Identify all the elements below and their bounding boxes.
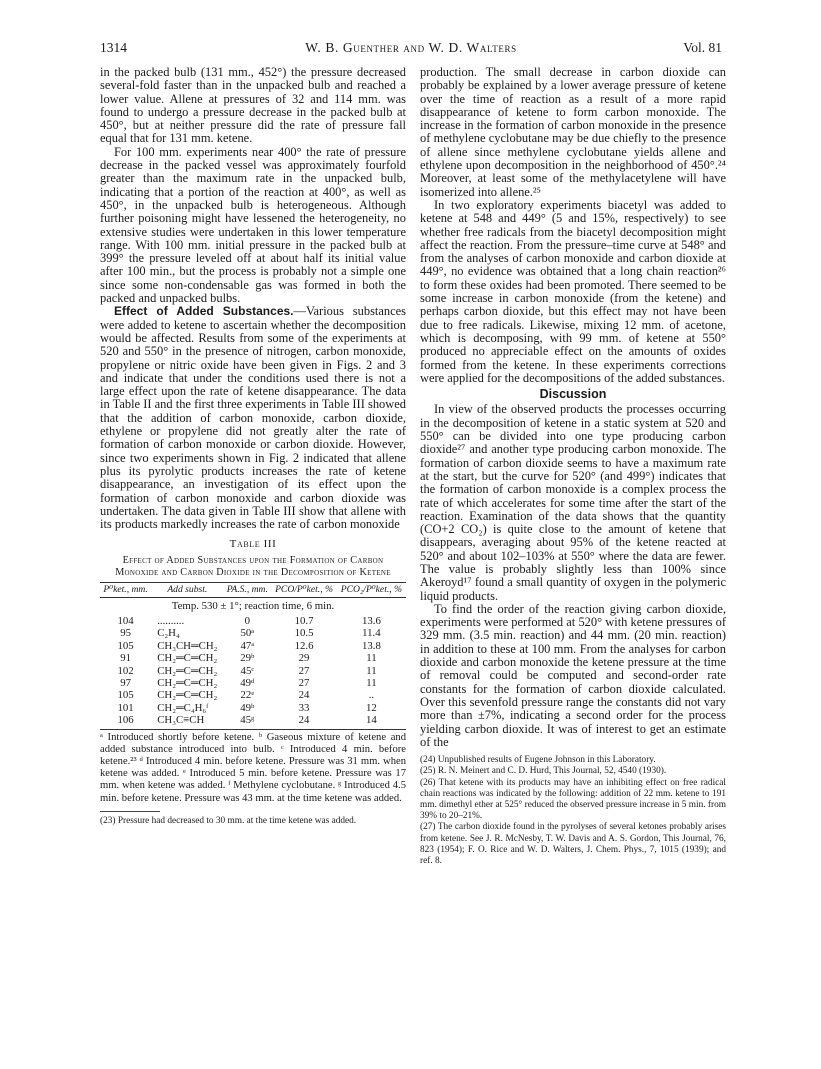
paragraph: To find the order of the reaction giving carbon dioxide, experiments were performed at 520° with ketene pressures of 329 mm. (3.5 min. reaction) and 44 mm. (20 min. reaction) in addition to these at 100 mm. From the analyses for carbon dioxide and carbon monoxide the ketene pressure at the time of removal could be computed and second-order rate constants for the formation of carbon dioxide calculated. Over this sevenfold pressure range the constants did not vary more than ±7%, indicating a second order for the process yielding carbon dioxide. It was of interest to get an estimate of the xyxy=(420,601,726,749)
table-cell: CH₂═C═CH₂ xyxy=(157,689,218,702)
table-cell: CH₂═C═CH₂ xyxy=(157,664,218,677)
table-notes: ᵃ Introduced shortly before ketene. ᵇ Gaseous mixture of ketene and added substance introduced into bulb. ᶜ Introduced 4 min. before ketene.²³ ᵈ Introduced 4 min. before ketene. Pressure was 31 mm. when ketene was added. ᵉ Introduced 5 min. before ketene. Pressure was 17 mm. when ketene was added. ᶠ Methylene cyclobutane. ᵍ Introduced 4.5 min. before ketene. Pressure was 43 mm. at the time ketene was added. xyxy=(100,731,406,804)
left-column xyxy=(100,66,406,827)
table-row xyxy=(100,689,406,701)
table-cell: 24 xyxy=(271,714,337,729)
table-row xyxy=(100,652,406,664)
running-head xyxy=(100,40,722,58)
section-heading: Discussion xyxy=(539,387,607,402)
table-title: Table III xyxy=(229,538,277,551)
table-cell: 29 xyxy=(298,652,310,665)
table-cell: 14 xyxy=(337,714,406,729)
table-cell: 106 xyxy=(100,714,151,729)
table-cell: 49ᵈ xyxy=(240,676,255,689)
footnote: (23) Pressure had decreased to 30 mm. at the time ketene was added. xyxy=(100,815,357,826)
column-header: Add subst. xyxy=(151,582,223,597)
table-cell: 104 xyxy=(117,614,134,627)
paragraph-text: —Various substances were added to ketene to ascertain whether the decomposition would be affected. Results from some of the experiments at 520 and 550° in the presence of nitrogen, carbon monoxide, propylene or nitric oxide have been given in Figs. 2 and 3 and indicate that under the conditions used there is not a large effect upon the rate of ketene disappearance. The data in Table II and the first three experiments in Table III showed that the addition of carbon monoxide, carbon dioxide, ethylene or propylene did not greatly alter the rate of formation of carbon monoxide or carbon dioxide. However, since two experiments shown in Fig. 2 indicated that allene plus its pyrolytic products increases the rate of ketene disappearance, an investigation of its effect upon the formation of carbon monoxide and carbon dioxide was undertaken. The data given in Table III show that allene with its products markedly increases the rate of carbon monoxide xyxy=(100,304,406,532)
table-cell: CH₂═C═CH₂ xyxy=(157,652,218,665)
table-cell: 27 xyxy=(298,676,310,689)
table-cell: CH₂═C₄H₆ᶠ xyxy=(157,701,209,714)
running-head-authors: W. B. Guenther and W. D. Walters xyxy=(305,40,517,55)
table-cell: 49ᵇ xyxy=(240,701,255,714)
table-cell: 11 xyxy=(366,676,377,689)
table-cell: .......... xyxy=(157,614,185,627)
table-cell: 50ᵃ xyxy=(240,627,255,640)
table-row xyxy=(100,702,406,714)
section-heading: Effect of Added Substances. xyxy=(114,304,294,319)
table-cell: 95 xyxy=(120,627,131,640)
right-column xyxy=(420,66,726,867)
table-cell: CH₂═C═CH₂ xyxy=(157,676,218,689)
column-header: PCO/P⁰ket., % xyxy=(271,582,337,597)
paragraph: In two exploratory experiments biacetyl was added to ketene at 548 and 449° (5 and 15%, respectively) to see whether free radicals from the biacetyl decomposition might affect the reaction. From the pressure–time curve at 548° and from the analyses of carbon monoxide and carbon dioxide at 449°, no evidence was obtained that a long chain reaction²⁶ to form these oxides had been promoted. There seemed to be some increase in carbon monoxide (from the ketene) and perhaps carbon dioxide, but this effect may not have been due to free radicals. Likewise, mixing 12 mm. of acetone, which is decomposing, with 99 mm. of ketene at 550° produced no appreciable effect on the amounts of oxides formed from the ketene. In these experiments corrections were applied for the decompositions of the added substances. xyxy=(420,197,726,385)
paragraph: For 100 mm. experiments near 400° the rate of pressure decrease in the packed vessel was approximately fourfold greater than the maximum rate in the unpacked bulb, indicating that a portion of the reaction at 400°, as well as 450°, in the unpacked bulb is heterogeneous. Although further poisoning might have lessened the heterogeneity, no extensive studies were undertaken in this lower temperature range. With 100 mm. initial pressure in the packed bulb at 399° the pressure leveled off at about half its initial value after 100 min., but the process is probably not a simple one since some non-condensable gas was formed in both the packed and unpacked bulbs. xyxy=(100,144,406,306)
table-row xyxy=(100,627,406,639)
table-header-row xyxy=(100,582,406,597)
table-cell: 12.6 xyxy=(294,639,314,652)
table-cell: 24 xyxy=(298,689,310,702)
table-row xyxy=(100,665,406,677)
table-cell: 45ᵍ xyxy=(223,714,271,729)
table-cell: 29ᵇ xyxy=(240,652,255,665)
table-cell: CH₃C≡CH xyxy=(151,714,223,729)
footnote-rule xyxy=(100,811,160,812)
table-cell: 101 xyxy=(117,701,134,714)
paragraph xyxy=(100,305,406,531)
table-cell: 33 xyxy=(298,701,310,714)
table-row xyxy=(100,640,406,652)
table-cell: 10.7 xyxy=(294,614,314,627)
table-caption: Effect of Added Substances upon the Formation of Carbon Monoxide and Carbon Dioxide in the Decomposition of Ketene xyxy=(115,554,391,579)
column-header: P⁰ket., mm. xyxy=(100,582,151,597)
table-condition: Temp. 530 ± 1°; reaction time, 6 min. xyxy=(171,599,335,612)
table-cell: C₂H₄ xyxy=(157,627,180,640)
table-cell: 11 xyxy=(366,664,377,677)
table-cell: .. xyxy=(368,689,375,702)
table-cell: 22ᵉ xyxy=(240,689,255,702)
table-cell: 47ᵃ xyxy=(240,639,255,652)
footnote: (24) Unpublished results of Eugene Johnson in this Laboratory. xyxy=(420,755,656,766)
table-cell: 105 xyxy=(117,639,134,652)
table-row xyxy=(100,677,406,689)
table-cell: 91 xyxy=(120,652,131,665)
volume-label: Vol. 81 xyxy=(683,40,722,55)
table-cell: 105 xyxy=(117,689,134,702)
table-row xyxy=(100,615,406,627)
table-cell: 13.8 xyxy=(361,639,381,652)
table-cell: 0 xyxy=(244,614,251,627)
table-cell: 11.4 xyxy=(362,627,381,640)
footnote: (25) R. N. Meinert and C. D. Hurd, This Journal, 52, 4540 (1930). xyxy=(420,766,667,777)
data-table xyxy=(100,582,406,730)
paragraph: production. The small decrease in carbon dioxide can probably be explained by a lower average pressure of ketene over the time of reaction as a result of a more rapid disappearance of ketene to form carbon monoxide. The increase in the formation of carbon monoxide in the presence of methylene cyclobutane may be due chiefly to the presence of allene since methylene cyclobutane yields allene and ethylene upon decomposition in the neighborhood of 450°.²⁴ Moreover, at least some of the methylacetylene will have isomerized into allene.²⁵ xyxy=(420,65,726,199)
table-cell: 10.5 xyxy=(294,627,314,640)
table-cell: CH₃CH═CH₂ xyxy=(157,639,218,652)
table-cell: 102 xyxy=(117,664,134,677)
table-cell: 27 xyxy=(298,664,310,677)
page-number: 1314 xyxy=(100,40,127,55)
paragraph: In view of the observed products the processes occurring in the decomposition of ketene in a static system at 520 and 550° can be divided into one type producing carbon dioxide²⁷ and another type producing carbon monoxide. The formation of carbon dioxide seems to have a maximum rate at the start, but the curve for 520° (and 499°) indicates that the formation of carbon monoxide is a complex process the rate of which accelerates for some time after the start of the reaction. Examination of the data shows that the quantity (CO+2 CO₂) is quite close to the amount of ketene that disappears, averaging about 95% of the ketene reacted at 520° and about 102–103% at 550° where the data are fewer. The value is probably slightly less than 100% since Akeroyd¹⁷ found a small quantity of oxygen in the polymeric liquid products. xyxy=(420,402,726,603)
table-cell: 13.6 xyxy=(361,614,381,627)
table-cell: 97 xyxy=(120,676,131,689)
column-header: PA.S., mm. xyxy=(223,582,271,597)
table-row xyxy=(100,714,406,729)
table-condition-row xyxy=(100,597,406,615)
table-cell: 11 xyxy=(366,652,377,665)
table-cell: 45ᶜ xyxy=(240,664,255,677)
footnote: (27) The carbon dioxide found in the pyrolyses of several ketones probably arises from ketene. See J. R. McNesby, T. W. Davis and A. S. Gordon, This Journal, 76, 823 (1954); F. O. Rice and W. D. Walters, J. Chem. Phys., 7, 1015 (1939); and ref. 8. xyxy=(420,822,726,866)
table-cell: 12 xyxy=(366,701,377,714)
column-header: PCO₂/P⁰ket., % xyxy=(337,582,406,597)
paragraph: in the packed bulb (131 mm., 452°) the pressure decreased several-fold faster than in the unpacked bulb and reached a lower value. Allene at pressures of 32 and 114 mm. was found to undergo a pressure decrease in the packed bulb at 450°, but at neither pressure did the rate of pressure fall equal that for 131 mm. ketene. xyxy=(100,65,406,146)
footnote: (26) That ketene with its products may have an inhibiting effect on free radical chain reactions was indicated by the following: addition of 22 mm. ketene to 191 mm. dimethyl ether at 525° reduced the observed pressure increase in 5 min. from 39% to 20–21%. xyxy=(420,777,726,822)
